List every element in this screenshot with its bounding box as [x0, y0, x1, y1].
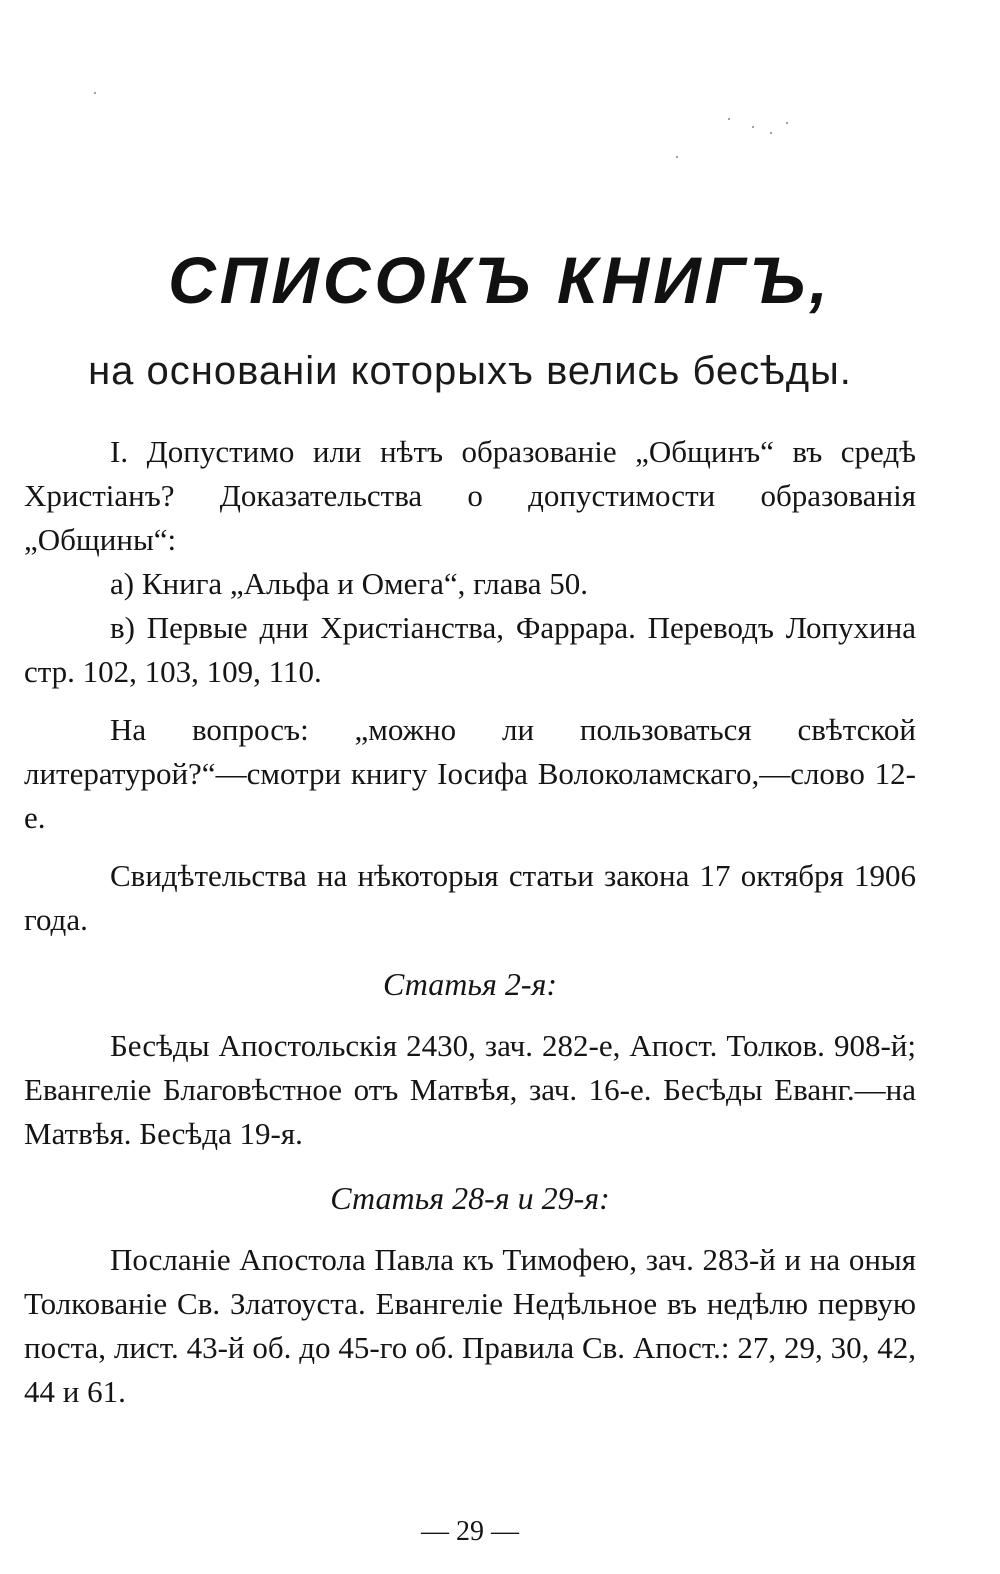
paragraph-law-testimonies: Свидѣтельства на нѣкоторыя статьи закона 17 октября 1906 года.: [24, 858, 916, 937]
print-speck: [770, 132, 772, 134]
paragraph-secular-literature: На вопросъ: „можно ли пользоваться свѣтской литературой?“—смотри книгу Іосифа Волоколамскаго,—слово 12-е.: [24, 712, 916, 835]
print-speck: [728, 118, 730, 120]
paragraph-question-communities: I. Допустимо или нѣтъ образованіе „Общинъ“ въ средѣ Христіанъ? Доказательства о допустимости образованія „Общины“:: [24, 434, 916, 557]
paragraph-reference-farrar: в) Первые дни Христіанства, Фаррара. Переводъ Лопухина стр. 102, 103, 109, 110.: [24, 610, 916, 689]
page-title: СПИСОКЪ КНИГЪ,: [168, 243, 832, 317]
print-speck: [752, 126, 754, 128]
section-heading-article-2: Статья 2-я:: [382, 966, 558, 1002]
paragraph-article-2-references: Бесѣды Апостольскія 2430, зач. 282-е, Апост. Толков. 908-й; Евангеліе Благовѣстное отъ Матвѣя, зач. 16-е. Бесѣды Еванг.—на Матвѣя. Бесѣда 19-я.: [24, 1028, 916, 1151]
page-body: [24, 430, 916, 1414]
page-number: — 29 —: [421, 1516, 519, 1547]
print-speck: [676, 156, 678, 158]
print-speck: [94, 92, 96, 94]
page-subtitle: на основанiи которыхъ велись бесѣды.: [88, 349, 852, 393]
section-heading-article-28-29: Статья 28-я и 29-я:: [330, 1180, 610, 1216]
print-speck: [786, 122, 788, 124]
paragraph-reference-alpha-omega: а) Книга „Альфа и Омега“, глава 50.: [110, 566, 588, 601]
paragraph-article-28-29-references: Посланіе Апостола Павла къ Тимофею, зач. 283-й и на оныя Толкованіе Св. Златоуста. Евангеліе Недѣльное въ недѣлю первую поста, лист. 43-й об. до 45-го об. Правила Св. Апост.: 27, 29, 30, 42, 44 и 61.: [24, 1242, 916, 1409]
